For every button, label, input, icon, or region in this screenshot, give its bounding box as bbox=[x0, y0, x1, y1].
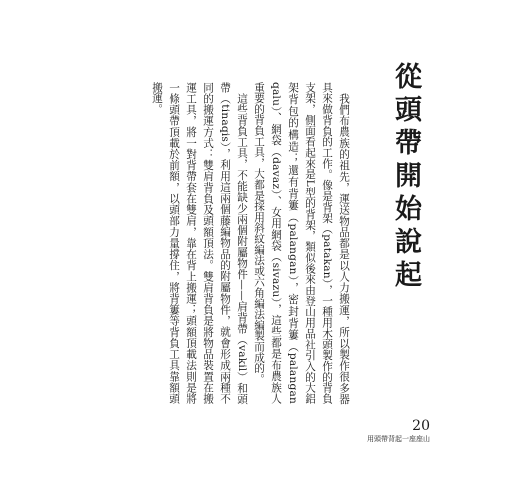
running-footer: 用頭帶背起一座座山 bbox=[367, 435, 430, 443]
page-number: 20 bbox=[412, 418, 430, 434]
folio bbox=[367, 418, 430, 444]
body-text bbox=[110, 82, 360, 404]
paragraph-2: 這些背負工具，不能缺少兩個附屬物件——肩背帶（vakil）和頭帶（tinaqis），利用這兩個藤編物品的附屬物件，就會形成兩種不同的搬運方式：雙肩背負及頭額頂法。雙肩背負是將物品裝置在搬運工具，將一對背帶套在雙肩，靠在背上搬運；頭額頂載法則是將一條頭帶頂載於前額，以頭部力量撐住，將背簍等背負工具靠額頭搬運。 bbox=[151, 82, 248, 404]
paragraph-1: 我們布農族的祖先，運送物品都是以人力搬運，所以製作很多器具來做背負的工作。像是背架（patakan），一種用木頭製作的背負支架，側面看起來是L型的背架，類似後來由登山用品社引入的大鋁架背包的構造；還有背簍（palangan），密封背簍（palangan qalu）、網袋（davaz）、女用網袋（sivazu），這些都是布農族人重要的背負工具，大都是採用斜紋編法或六角編法編製而成的。 bbox=[253, 82, 350, 404]
chapter-title: 從頭帶開始說起 bbox=[390, 62, 421, 293]
